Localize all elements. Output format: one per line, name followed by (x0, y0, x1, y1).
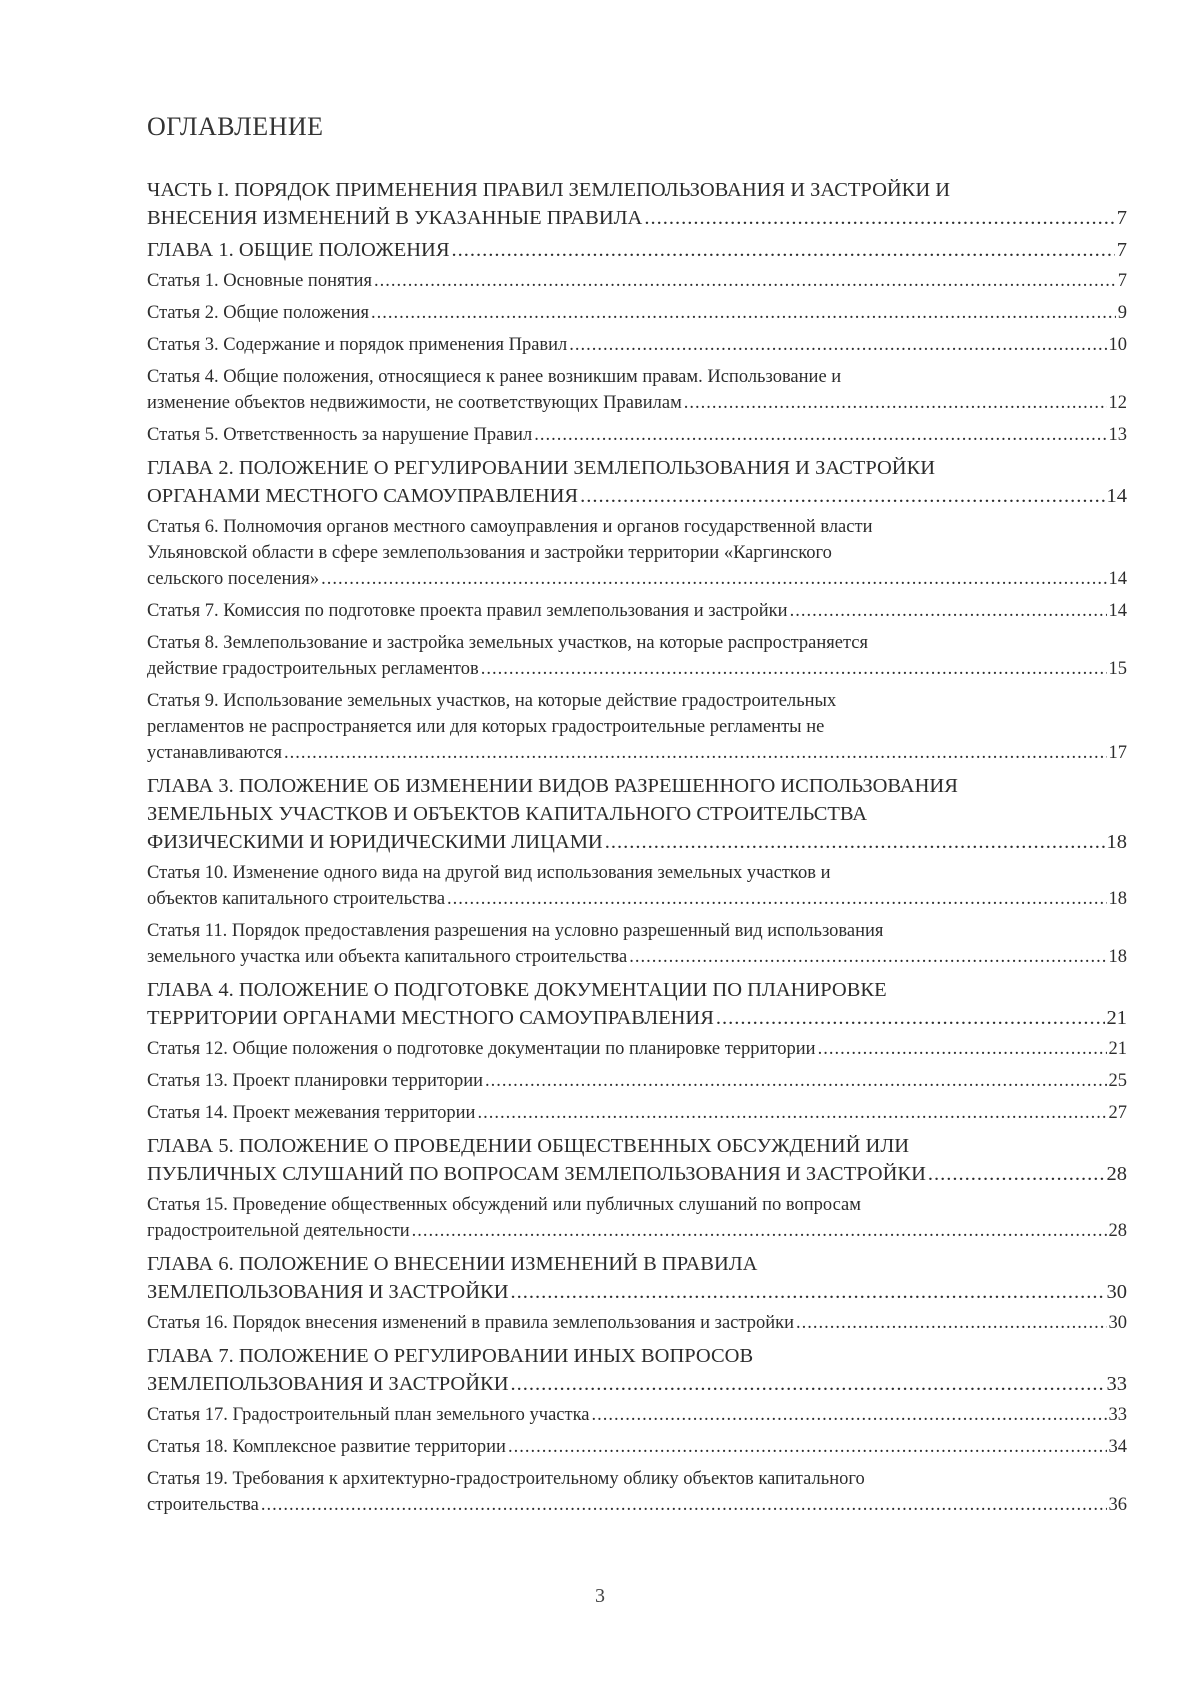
toc-entry-text: действие градостроительных регламентов (147, 659, 479, 679)
toc-page-number: 18 (1108, 889, 1127, 909)
toc-page-number: 14 (1108, 569, 1127, 589)
toc-entry-text: Ульяновской области в сфере землепользования и застройки территории «Каргинского (147, 543, 832, 563)
toc-entry-text: устанавливаются (147, 743, 283, 763)
toc-page-number: 28 (1108, 1221, 1127, 1241)
toc-entry-text: земельного участка или объекта капитального строительства (147, 947, 628, 967)
leader-dots (371, 300, 1116, 326)
toc-entry-text: ГЛАВА 3. ПОЛОЖЕНИЕ ОБ ИЗМЕНЕНИИ ВИДОВ РАЗРЕШЕННОГО ИСПОЛЬЗОВАНИЯ (147, 775, 958, 797)
toc-entry-text: Статья 7. Комиссия по подготовке проекта правил землепользования и застройки (147, 601, 788, 621)
toc-entry-article[interactable] (147, 1310, 1127, 1336)
leader-dots (569, 332, 1106, 358)
toc-entry-text: Статья 13. Проект планировки территории (147, 1071, 484, 1091)
toc-entry-part[interactable] (147, 176, 1127, 232)
toc-entry-text: строительства (147, 1495, 259, 1515)
toc-entry-chapter[interactable] (147, 1132, 1127, 1188)
toc-entry-article[interactable] (147, 1068, 1127, 1094)
leader-dots (928, 1160, 1105, 1188)
toc-entry-text: Статья 9. Использование земельных участков, на которые действие градостроительных (147, 691, 837, 711)
toc-entry-text: ОРГАНАМИ МЕСТНОГО САМОУПРАВЛЕНИЯ (147, 485, 579, 507)
toc-entry-article[interactable] (147, 1036, 1127, 1062)
toc-entry-text: Статья 10. Изменение одного вида на другой вид использования земельных участков и (147, 863, 831, 883)
toc-entry-text: Статья 11. Порядок предоставления разрешения на условно разрешенный вид использования (147, 921, 884, 941)
toc-page-number: 33 (1106, 1373, 1127, 1395)
leader-dots (796, 1310, 1107, 1336)
toc-entry-chapter[interactable] (147, 1342, 1127, 1398)
toc-entry-text: Статья 1. Основные понятия (147, 271, 372, 291)
toc-page-number: 21 (1108, 1039, 1127, 1059)
toc-entry-article[interactable] (147, 1192, 1127, 1244)
toc-page-number: 15 (1108, 659, 1127, 679)
toc-entry-chapter[interactable] (147, 1250, 1127, 1306)
toc-entry-text: ГЛАВА 7. ПОЛОЖЕНИЕ О РЕГУЛИРОВАНИИ ИНЫХ ВОПРОСОВ (147, 1345, 754, 1367)
toc-entry-text: ТЕРРИТОРИИ ОРГАНАМИ МЕСТНОГО САМОУПРАВЛЕНИЯ (147, 1007, 714, 1029)
toc-page-number: 14 (1108, 601, 1127, 621)
leader-dots (447, 886, 1106, 912)
toc-page-number: 34 (1108, 1437, 1127, 1457)
toc-entry-article[interactable] (147, 332, 1127, 358)
toc-entry-text: Статья 19. Требования к архитектурно-градостроительному облику объектов капитального (147, 1469, 865, 1489)
toc-entry-chapter[interactable] (147, 236, 1127, 264)
leader-dots (580, 482, 1104, 510)
toc-entry-text: Статья 14. Проект межевания территории (147, 1103, 476, 1123)
toc-entry-text: Статья 18. Комплексное развитие территории (147, 1437, 506, 1457)
toc-entry-text: сельского поселения» (147, 569, 320, 589)
leader-dots (716, 1004, 1105, 1032)
toc-entry-article[interactable] (147, 514, 1127, 592)
toc-page-number: 28 (1106, 1163, 1127, 1185)
toc-entry-article[interactable] (147, 598, 1127, 624)
toc-page-number: 18 (1108, 947, 1127, 967)
toc-entry-text: изменение объектов недвижимости, не соответствующих Правилам (147, 393, 682, 413)
toc-entry-text: Статья 12. Общие положения о подготовке документации по планировке территории (147, 1039, 816, 1059)
toc-entry-text: Статья 17. Градостроительный план земельного участка (147, 1405, 590, 1425)
toc-entry-article[interactable] (147, 860, 1127, 912)
leader-dots (261, 1492, 1107, 1518)
leader-dots (644, 204, 1114, 232)
toc-entry-text: Статья 8. Землепользование и застройка земельных участков, на которые распространяется (147, 633, 869, 653)
toc-page-number: 7 (1116, 207, 1127, 229)
leader-dots (412, 1218, 1107, 1244)
toc-page-number: 14 (1106, 485, 1127, 507)
toc-entry-text: ГЛАВА 2. ПОЛОЖЕНИЕ О РЕГУЛИРОВАНИИ ЗЕМЛЕПОЛЬЗОВАНИЯ И ЗАСТРОЙКИ (147, 457, 936, 479)
toc-entry-text: ЧАСТЬ I. ПОРЯДОК ПРИМЕНЕНИЯ ПРАВИЛ ЗЕМЛЕПОЛЬЗОВАНИЯ И ЗАСТРОЙКИ И (147, 179, 951, 201)
leader-dots (511, 1370, 1105, 1398)
toc-entry-text: ФИЗИЧЕСКИМИ И ЮРИДИЧЕСКИМИ ЛИЦАМИ (147, 831, 603, 853)
toc-entry-article[interactable] (147, 1100, 1127, 1126)
toc-entry-article[interactable] (147, 300, 1127, 326)
leader-dots (284, 740, 1106, 766)
toc-page-number: 7 (1117, 271, 1127, 291)
table-of-contents (147, 176, 1127, 1524)
toc-entry-text: регламентов не распространяется или для которых градостроительные регламенты не (147, 717, 825, 737)
toc-entry-article[interactable] (147, 918, 1127, 970)
page-title: ОГЛАВЛЕНИЕ (147, 112, 324, 141)
toc-page-number: 30 (1108, 1313, 1127, 1333)
leader-dots (818, 1036, 1107, 1062)
toc-entry-text: ВНЕСЕНИЯ ИЗМЕНЕНИЙ В УКАЗАННЫЕ ПРАВИЛА (147, 207, 643, 229)
toc-page-number: 18 (1106, 831, 1127, 853)
toc-page-number: 25 (1108, 1071, 1127, 1091)
toc-entry-article[interactable] (147, 268, 1127, 294)
toc-page-number: 21 (1106, 1007, 1127, 1029)
toc-entry-text: ГЛАВА 1. ОБЩИЕ ПОЛОЖЕНИЯ (147, 239, 450, 261)
toc-entry-text: Статья 16. Порядок внесения изменений в правила землепользования и застройки (147, 1313, 794, 1333)
toc-page-number: 10 (1108, 335, 1127, 355)
toc-page-number: 27 (1108, 1103, 1127, 1123)
leader-dots (374, 268, 1116, 294)
page-number: 3 (595, 1585, 605, 1607)
toc-entry-article[interactable] (147, 1402, 1127, 1428)
leader-dots (534, 422, 1106, 448)
toc-entry-text: объектов капитального строительства (147, 889, 446, 909)
leader-dots (684, 390, 1107, 416)
toc-page-number: 13 (1108, 425, 1127, 445)
toc-entry-article[interactable] (147, 364, 1127, 416)
leader-dots (508, 1434, 1107, 1460)
toc-page-number: 33 (1108, 1405, 1127, 1425)
leader-dots (790, 598, 1107, 624)
toc-entry-text: Статья 15. Проведение общественных обсуждений или публичных слушаний по вопросам (147, 1195, 861, 1215)
toc-entry-article[interactable] (147, 630, 1127, 682)
toc-page-number: 12 (1108, 393, 1127, 413)
toc-page-number: 36 (1108, 1495, 1127, 1515)
leader-dots (452, 236, 1115, 264)
toc-entry-text: ЗЕМЕЛЬНЫХ УЧАСТКОВ И ОБЪЕКТОВ КАПИТАЛЬНОГО СТРОИТЕЛЬСТВА (147, 803, 868, 825)
toc-entry-text: Статья 4. Общие положения, относящиеся к ранее возникшим правам. Использование и (147, 367, 842, 387)
toc-entry-article[interactable] (147, 1434, 1127, 1460)
toc-entry-text: Статья 2. Общие положения (147, 303, 370, 323)
toc-entry-chapter[interactable] (147, 454, 1127, 510)
toc-entry-text: Статья 6. Полномочия органов местного самоуправления и органов государственной власти (147, 517, 873, 537)
leader-dots (481, 656, 1107, 682)
toc-entry-chapter[interactable] (147, 976, 1127, 1032)
toc-entry-article[interactable] (147, 688, 1127, 766)
toc-entry-chapter[interactable] (147, 772, 1127, 856)
leader-dots (605, 828, 1105, 856)
toc-entry-text: градостроительной деятельности (147, 1221, 410, 1241)
toc-entry-text: ГЛАВА 4. ПОЛОЖЕНИЕ О ПОДГОТОВКЕ ДОКУМЕНТАЦИИ ПО ПЛАНИРОВКЕ (147, 979, 887, 1001)
toc-entry-text: Статья 3. Содержание и порядок применения Правил (147, 335, 568, 355)
toc-entry-text: Статья 5. Ответственность за нарушение Правил (147, 425, 533, 445)
leader-dots (321, 566, 1106, 592)
toc-page-number: 9 (1117, 303, 1127, 323)
leader-dots (592, 1402, 1107, 1428)
toc-entry-article[interactable] (147, 422, 1127, 448)
leader-dots (485, 1068, 1106, 1094)
toc-entry-article[interactable] (147, 1466, 1127, 1518)
toc-entry-text: ЗЕМЛЕПОЛЬЗОВАНИЯ И ЗАСТРОЙКИ (147, 1373, 509, 1395)
toc-entry-text: ГЛАВА 5. ПОЛОЖЕНИЕ О ПРОВЕДЕНИИ ОБЩЕСТВЕННЫХ ОБСУЖДЕНИЙ ИЛИ (147, 1135, 910, 1157)
leader-dots (629, 944, 1106, 970)
toc-page-number: 30 (1106, 1281, 1127, 1303)
toc-page-number: 7 (1116, 239, 1127, 261)
leader-dots (477, 1100, 1106, 1126)
toc-entry-text: ЗЕМЛЕПОЛЬЗОВАНИЯ И ЗАСТРОЙКИ (147, 1281, 509, 1303)
toc-page-number: 17 (1108, 743, 1127, 763)
leader-dots (511, 1278, 1105, 1306)
toc-entry-text: ПУБЛИЧНЫХ СЛУШАНИЙ ПО ВОПРОСАМ ЗЕМЛЕПОЛЬЗОВАНИЯ И ЗАСТРОЙКИ (147, 1163, 926, 1185)
toc-entry-text: ГЛАВА 6. ПОЛОЖЕНИЕ О ВНЕСЕНИИ ИЗМЕНЕНИЙ В ПРАВИЛА (147, 1253, 758, 1275)
